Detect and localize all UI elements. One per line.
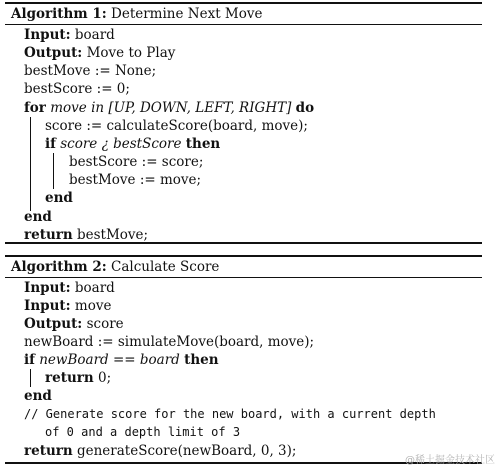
algo2-return-line <box>24 442 296 460</box>
output-value: Move to Play <box>86 45 176 61</box>
algo1-return-line <box>24 226 148 244</box>
algorithm-2-title: Calculate Score <box>111 259 220 275</box>
algorithm-1-title: Determine Next Move <box>111 6 263 22</box>
algo2-if-line <box>24 351 219 369</box>
return-value: 0; <box>97 370 112 386</box>
algo2-comment-line-2: of 0 and a depth limit of 3 <box>45 425 241 439</box>
algo1-end-for: end <box>24 209 52 225</box>
then-keyword: then <box>184 352 219 368</box>
algorithm-2-block <box>5 255 482 464</box>
algorithm-1-label: Algorithm 1: <box>11 6 107 22</box>
algo1-score-line: score := calculateScore(board, move); <box>45 118 308 134</box>
input-value: board <box>74 280 115 296</box>
algo2-comment-line-1: // Generate score for the new board, with a current depth <box>24 407 436 421</box>
input-keyword: Input: <box>24 27 71 43</box>
algo1-input-line <box>24 26 115 44</box>
return-value: generateScore(newBoard, 0, 3); <box>76 443 297 459</box>
return-value: bestMove; <box>76 227 149 243</box>
input-keyword: Input: <box>24 298 71 314</box>
return-keyword: return <box>24 443 73 459</box>
algorithm-1-caption <box>5 4 482 25</box>
then-keyword: then <box>185 136 221 152</box>
algo1-assign-move: bestMove := move; <box>69 172 202 188</box>
algo2-newboard-line: newBoard := simulateMove(board, move); <box>24 334 315 350</box>
if-condition: score ¿ bestScore <box>60 136 182 152</box>
return-keyword: return <box>24 227 73 243</box>
algorithm-2-caption <box>5 257 482 278</box>
algorithm-2-label: Algorithm 2: <box>11 259 107 275</box>
if-block-bar <box>30 369 31 387</box>
algo1-end-if: end <box>45 190 73 206</box>
algo2-input-board <box>24 279 115 297</box>
algo1-assign-score: bestScore := score; <box>69 154 204 170</box>
input-keyword: Input: <box>24 280 71 296</box>
algo1-bestmove-init: bestMove := None; <box>24 63 157 79</box>
if-condition: newBoard == board <box>39 352 180 368</box>
algorithm-1-block <box>5 2 482 244</box>
input-value: board <box>74 27 115 43</box>
return-keyword: return <box>45 370 94 386</box>
algo2-output-line <box>24 315 124 333</box>
algo1-output-line <box>24 44 175 62</box>
for-condition: move in [UP, DOWN, LEFT, RIGHT] <box>50 100 292 116</box>
for-block-bar <box>30 117 31 211</box>
algo2-input-move <box>24 297 111 315</box>
algo2-return-zero <box>45 369 111 387</box>
do-keyword: do <box>295 100 315 116</box>
output-keyword: Output: <box>24 316 83 332</box>
watermark: @稀土掘金技术社区 <box>405 455 495 466</box>
for-keyword: for <box>24 100 46 116</box>
if-keyword: if <box>45 136 56 152</box>
algo1-for-line <box>24 99 314 117</box>
algo2-end-if: end <box>24 388 52 404</box>
output-keyword: Output: <box>24 45 83 61</box>
input-value: move <box>74 298 112 314</box>
if-keyword: if <box>24 352 35 368</box>
if-block-bar <box>53 153 54 189</box>
output-value: score <box>86 316 124 332</box>
algo1-if-line <box>45 135 220 153</box>
algo1-bestscore-init: bestScore := 0; <box>24 81 130 97</box>
